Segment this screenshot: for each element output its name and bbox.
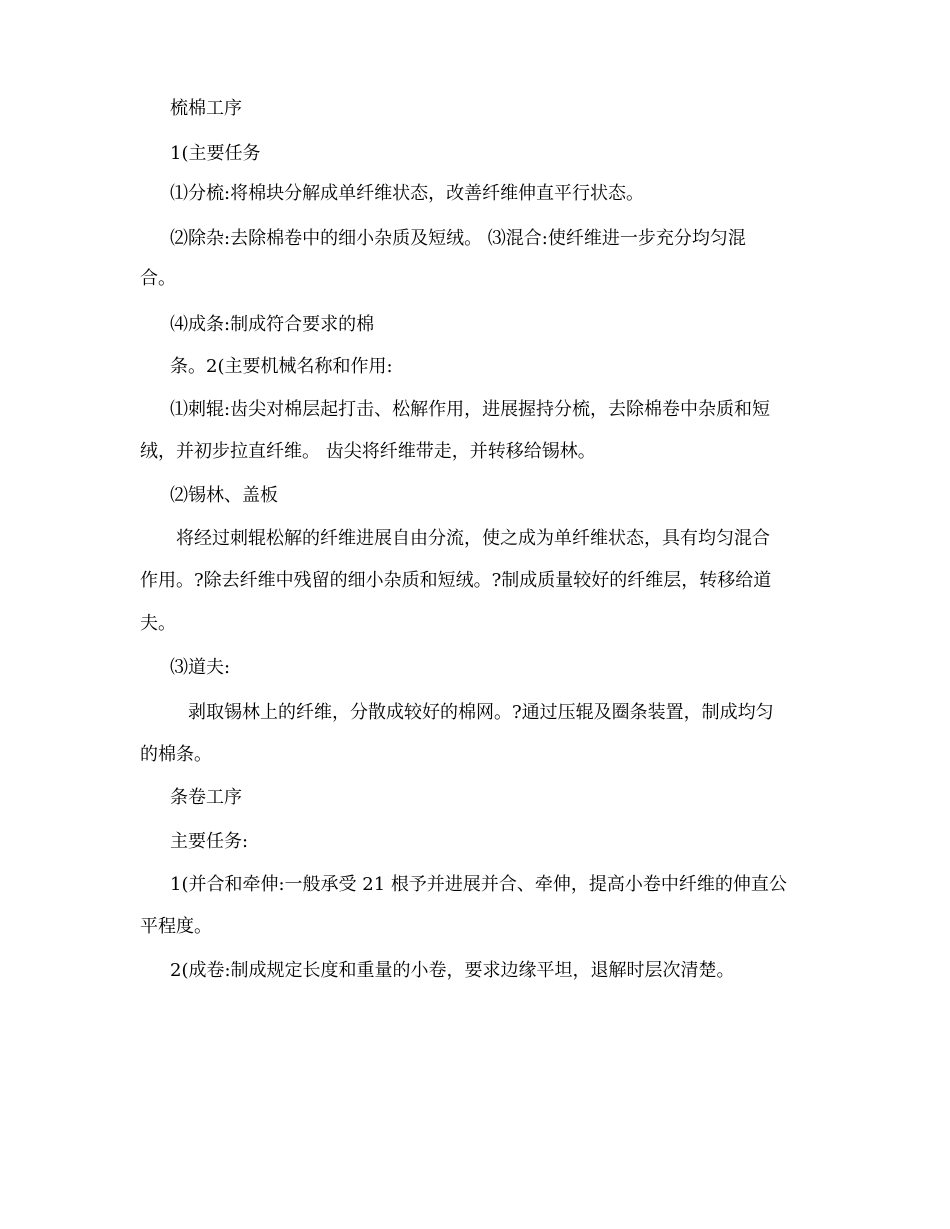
- subheading-cylinder-flats: ⑵锡林、盖板: [170, 485, 278, 506]
- section-heading-lap-winding: 条卷工序: [170, 787, 242, 808]
- paragraph-line: 的棉条。: [140, 744, 212, 765]
- paragraph-line: 合。: [140, 268, 176, 289]
- subheading-main-tasks: 1(主要任务: [170, 143, 261, 164]
- paragraph-line: 剥取锡林上的纤维，分散成较好的棉网。?通过压辊及圈条装置，制成均匀: [188, 702, 774, 723]
- paragraph-line: 2(成卷:制成规定长度和重量的小卷，要求边缘平坦，退解时层次清楚。: [170, 960, 735, 981]
- paragraph-line: ⑵除杂:去除棉卷中的细小杂质及短绒。 ⑶混合:使纤维进一步充分均匀混: [170, 228, 746, 249]
- paragraph-line: ⑷成条:制成符合要求的棉: [170, 314, 375, 335]
- paragraph-line: 夫。: [140, 613, 176, 634]
- paragraph-line: 1(并合和牵伸:一般承受 21 根予并进展并合、牵伸，提高小卷中纤维的伸直公: [170, 874, 787, 895]
- paragraph-line: ⑴刺辊:齿尖对棉层起打击、松解作用，进展握持分梳，去除棉卷中杂质和短: [170, 399, 771, 420]
- paragraph-line: 平程度。: [140, 916, 212, 937]
- paragraph-line: 将经过刺辊松解的纤维进展自由分流，使之成为单纤维状态，具有均匀混合: [176, 528, 770, 549]
- subheading-main-tasks-2: 主要任务:: [170, 831, 249, 852]
- subheading-doffer: ⑶道夫:: [170, 657, 231, 678]
- paragraph-line: 条。2(主要机械名称和作用:: [170, 356, 393, 377]
- paragraph-line: ⑴分梳:将棉块分解成单纤维状态，改善纤维伸直平行状态。: [170, 183, 645, 204]
- paragraph-line: 绒，并初步拉直纤维。 齿尖将纤维带走，并转移给锡林。: [140, 441, 596, 462]
- section-heading-carding: 梳棉工序: [170, 98, 242, 119]
- paragraph-line: 作用。?除去纤维中残留的细小杂质和短绒。?制成质量较好的纤维层，转移给道: [140, 570, 772, 591]
